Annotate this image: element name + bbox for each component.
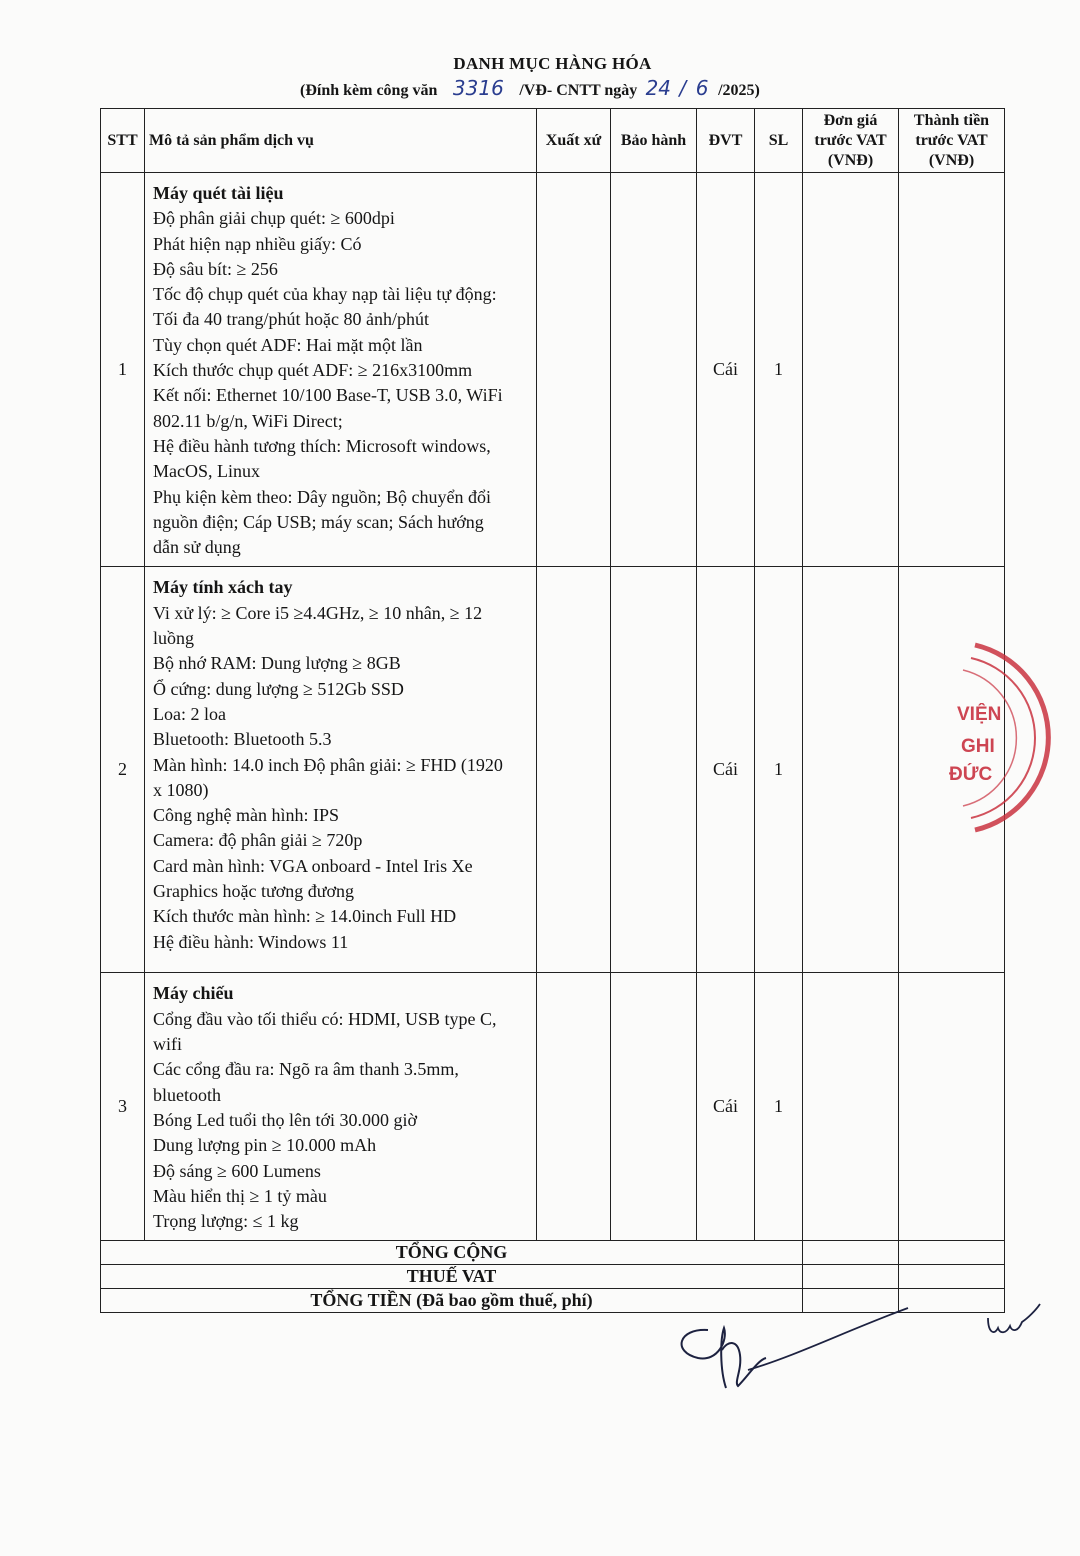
stamp-text: VIỆN <box>957 704 1002 725</box>
spec-line: luồng <box>153 628 195 649</box>
spec-line: Phát hiện nạp nhiều giấy: Có <box>153 233 362 254</box>
table-row <box>101 173 1005 567</box>
spec-line: Kết nối: Ethernet 10/100 Base-T, USB 3.0, WiFi <box>153 385 503 406</box>
header-origin: Xuất xứ <box>537 109 611 173</box>
total-unit-price <box>803 1289 899 1313</box>
spec-line: Màn hình: 14.0 inch Độ phân giải: ≥ FHD (1920 <box>153 754 503 775</box>
header-qty: SL <box>755 109 803 173</box>
spec-line: Các cổng đầu ra: Ngõ ra âm thanh 3.5mm, <box>153 1059 459 1080</box>
spec-line: Hệ điều hành tương thích: Microsoft windows, <box>153 435 491 456</box>
header-unit-price-line: (VNĐ) <box>827 151 874 169</box>
cell-description <box>145 567 537 973</box>
spec-line: Tùy chọn quét ADF: Hai mặt một lần <box>153 334 423 355</box>
total-amount <box>899 1289 1005 1313</box>
product-name: Máy quét tài liệu <box>153 183 284 203</box>
header-description: Mô tả sản phẩm dịch vụ <box>145 109 537 173</box>
cell-qty: 1 <box>755 567 803 973</box>
product-name: Máy chiếu <box>153 983 234 1004</box>
spec-line: Hệ điều hành: Windows 11 <box>153 931 349 952</box>
handwritten-separator: / <box>679 76 687 100</box>
header-amount-line: (VNĐ) <box>928 151 975 169</box>
product-name: Máy tính xách tay <box>153 577 293 598</box>
header-unit-price <box>803 109 899 173</box>
spec-line: Ổ cứng: dung lượng ≥ 512Gb SSD <box>153 678 404 699</box>
spec-line: Tốc độ chụp quét của khay nạp tài liệu tự động: <box>153 284 497 305</box>
vat-unit-price <box>803 1265 899 1289</box>
total-label: TỔNG TIỀN (Đã bao gồm thuế, phí) <box>101 1289 803 1313</box>
spec-line: Kích thước chụp quét ADF: ≥ 216x3100mm <box>153 360 473 381</box>
spec-line: Graphics hoặc tương đương <box>153 881 355 902</box>
header-unit: ĐVT <box>697 109 755 173</box>
spec-line: Bóng Led tuổi thọ lên tới 30.000 giờ <box>153 1109 418 1130</box>
cell-unit-price <box>803 973 899 1241</box>
spec-line: dẫn sử dụng <box>153 537 241 558</box>
subtotal-row <box>101 1241 1005 1265</box>
spec-line: MacOS, Linux <box>153 461 260 482</box>
spec-line: Dung lượng pin ≥ 10.000 mAh <box>153 1135 377 1156</box>
vat-label: THUẾ VAT <box>101 1265 803 1289</box>
cell-origin <box>537 173 611 567</box>
header-amount-line: Thành tiền <box>913 111 990 129</box>
subtitle-prefix: (Đính kèm công văn <box>300 82 438 99</box>
spec-list <box>153 206 530 560</box>
spec-line: Card màn hình: VGA onboard - Intel Iris Xe <box>153 855 473 876</box>
spec-line: 802.11 b/g/n, WiFi Direct; <box>153 410 343 431</box>
signature-icon <box>668 1300 918 1400</box>
spec-line: Trọng lượng: ≤ 1 kg <box>153 1211 299 1232</box>
spec-line: Độ phân giải chụp quét: ≥ 600dpi <box>153 208 395 229</box>
spec-line: Bluetooth: Bluetooth 5.3 <box>153 729 332 750</box>
table-row <box>101 567 1005 973</box>
cell-amount <box>899 173 1005 567</box>
goods-table <box>100 108 1005 1313</box>
vat-amount <box>899 1265 1005 1289</box>
spec-line: Cổng đầu vào tối thiểu có: HDMI, USB type C, <box>153 1008 497 1029</box>
subtotal-amount <box>899 1241 1005 1265</box>
cell-warranty <box>611 973 697 1241</box>
cell-unit: Cái <box>697 173 755 567</box>
spec-line: wifi <box>153 1034 182 1055</box>
spec-line: Vi xử lý: ≥ Core i5 ≥4.4GHz, ≥ 10 nhân, ≥ 12 <box>153 602 483 623</box>
cell-qty: 1 <box>755 173 803 567</box>
cell-stt: 3 <box>101 973 145 1241</box>
cell-description <box>145 173 537 567</box>
table-header-row <box>101 109 1005 173</box>
cell-stt: 2 <box>101 567 145 973</box>
spec-line: Kích thước màn hình: ≥ 14.0inch Full HD <box>153 906 457 927</box>
handwritten-month: 6 <box>695 76 709 100</box>
document-subtitle <box>300 76 760 100</box>
cell-unit-price <box>803 173 899 567</box>
cell-qty: 1 <box>755 973 803 1241</box>
spec-list <box>153 601 530 955</box>
document-title: DANH MỤC HÀNG HÓA <box>453 54 652 73</box>
cell-amount <box>899 567 1005 973</box>
cell-warranty <box>611 567 697 973</box>
header-unit-price-line: Đơn giá <box>823 111 878 129</box>
cell-unit-price <box>803 567 899 973</box>
cell-stt: 1 <box>101 173 145 567</box>
stamp-text: ĐỨC <box>949 764 993 785</box>
header-unit-price-line: trước VAT <box>814 131 887 149</box>
header-amount <box>899 109 1005 173</box>
stamp-text: GHI <box>961 736 995 757</box>
spec-line: Công nghệ màn hình: IPS <box>153 805 340 826</box>
spec-line: Phụ kiện kèm theo: Dây nguồn; Bộ chuyển đổi <box>153 486 491 507</box>
cell-amount <box>899 973 1005 1241</box>
spec-list <box>153 1007 530 1235</box>
cell-origin <box>537 567 611 973</box>
spec-line: Camera: độ phân giải ≥ 720p <box>153 830 363 851</box>
vat-row <box>101 1265 1005 1289</box>
cell-description <box>145 973 537 1241</box>
table-row <box>101 973 1005 1241</box>
cell-unit: Cái <box>697 973 755 1241</box>
header-stt: STT <box>101 109 145 173</box>
spec-line: Loa: 2 loa <box>153 703 226 724</box>
handwritten-doc-number: 3316 <box>452 76 504 100</box>
subtotal-label: TỔNG CỘNG <box>101 1241 803 1265</box>
subtotal-unit-price <box>803 1241 899 1265</box>
table-body <box>101 173 1005 1241</box>
handwritten-day: 24 <box>645 76 672 100</box>
cell-warranty <box>611 173 697 567</box>
header-warranty: Bảo hành <box>611 109 697 173</box>
spec-line: Bộ nhớ RAM: Dung lượng ≥ 8GB <box>153 653 401 674</box>
spec-line: nguồn điện; Cáp USB; máy scan; Sách hướng <box>153 511 484 532</box>
spec-line: Màu hiển thị ≥ 1 tỷ màu <box>153 1185 327 1206</box>
total-row <box>101 1289 1005 1313</box>
header-amount-line: trước VAT <box>915 131 988 149</box>
subtitle-mid: /VĐ- CNTT ngày <box>519 82 638 99</box>
cell-unit: Cái <box>697 567 755 973</box>
spec-line: Độ sáng ≥ 600 Lumens <box>153 1160 321 1181</box>
spec-line: Tối đa 40 trang/phút hoặc 80 ảnh/phút <box>153 309 429 330</box>
spec-line: Độ sâu bít: ≥ 256 <box>153 258 278 279</box>
cell-origin <box>537 973 611 1241</box>
subtitle-year: /2025) <box>718 82 760 99</box>
spec-line: x 1080) <box>153 779 209 800</box>
spec-line: bluetooth <box>153 1084 221 1105</box>
